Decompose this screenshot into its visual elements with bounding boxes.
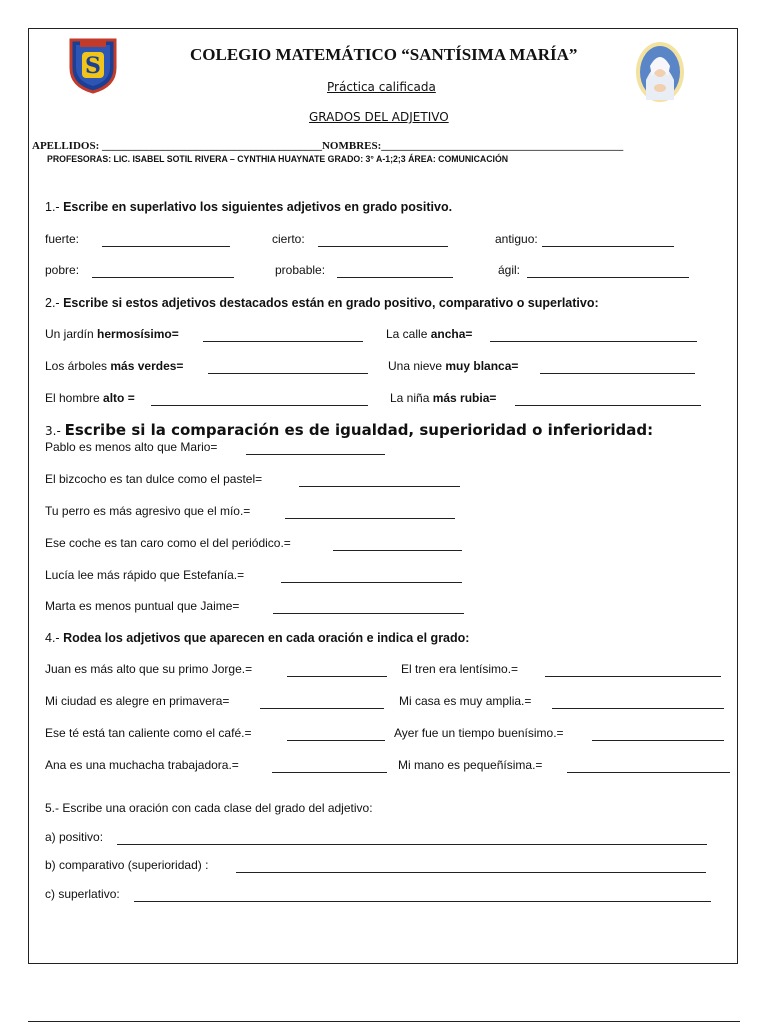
svg-text:S: S [85,53,101,79]
school-shield-logo [68,36,118,94]
s5-item: a) positivo: [45,830,104,844]
s4-item: Ese té está tan caliente como el café.= [45,726,252,740]
s1-item: probable: [275,263,326,277]
s3-item: El bizcocho es tan dulce como el pastel= [45,472,263,486]
teachers-line: PROFESORAS: LIC. ISABEL SOTIL RIVERA – CYNTHIA HUAYNATE GRADO: 3° A-1;2;3 ÁREA: COMUNICACIÓN [47,154,509,165]
s1-item: ágil: [498,263,521,277]
section-1-heading: 1.- Escribe en superlativo los siguientes adjetivos en grado positivo. [45,200,453,214]
school-title: COLEGIO MATEMÁTICO “SANTÍSIMA MARÍA” [190,45,578,64]
s2-item: La niña más rubia= [390,391,497,405]
worksheet-frame [28,28,738,964]
s5-item: b) comparativo (superioridad) : [45,858,209,872]
s4-item: Mi mano es pequeñísima.= [398,758,543,772]
s5-item: c) superlativo: [45,887,120,901]
s3-item: Ese coche es tan caro como el del periódico.= [45,536,291,550]
section-4-heading: 4.- Rodea los adjetivos que aparecen en cada oración e indica el grado: [45,631,470,645]
topic-title: GRADOS DEL ADJETIVO [309,110,449,124]
s1-item: pobre: [45,263,80,277]
page-bottom-rule [28,1021,740,1022]
s4-item: Mi ciudad es alegre en primavera= [45,694,230,708]
section-2-heading: 2.- Escribe si estos adjetivos destacados están en grado positivo, comparativo o superlativo: [45,296,599,310]
s4-item: Juan es más alto que su primo Jorge.= [45,662,253,676]
s1-item: antiguo: [495,232,538,246]
s2-item: El hombre alto = [45,391,135,405]
s2-item: Un jardín hermosísimo= [45,327,179,341]
s3-item: Pablo es menos alto que Mario= [45,440,218,454]
s3-item: Marta es menos puntual que Jaime= [45,599,240,613]
s4-item: Ana es una muchacha trabajadora.= [45,758,239,772]
subtitle: Práctica calificada [327,80,436,94]
s3-item: Tu perro es más agresivo que el mío.= [45,504,251,518]
s2-item: La calle ancha= [386,327,473,341]
virgin-mary-image [634,40,686,104]
s1-item: cierto: [272,232,305,246]
name-fields: APELLIDOS: ________________________________________NOMBRES:____________________________________________ [32,140,624,152]
section-5-heading: 5.- Escribe una oración con cada clase del grado del adjetivo: [45,801,373,815]
s1-item: fuerte: [45,232,80,246]
s4-item: El tren era lentísimo.= [401,662,519,676]
s2-item: Una nieve muy blanca= [388,359,519,373]
s2-item: Los árboles más verdes= [45,359,184,373]
s4-item: Mi casa es muy amplia.= [399,694,532,708]
s3-item: Lucía lee más rápido que Estefanía.= [45,568,245,582]
section-3-heading: 3.- Escribe si la comparación es de igualdad, superioridad o inferioridad: [45,421,654,439]
s4-item: Ayer fue un tiempo buenísimo.= [394,726,564,740]
